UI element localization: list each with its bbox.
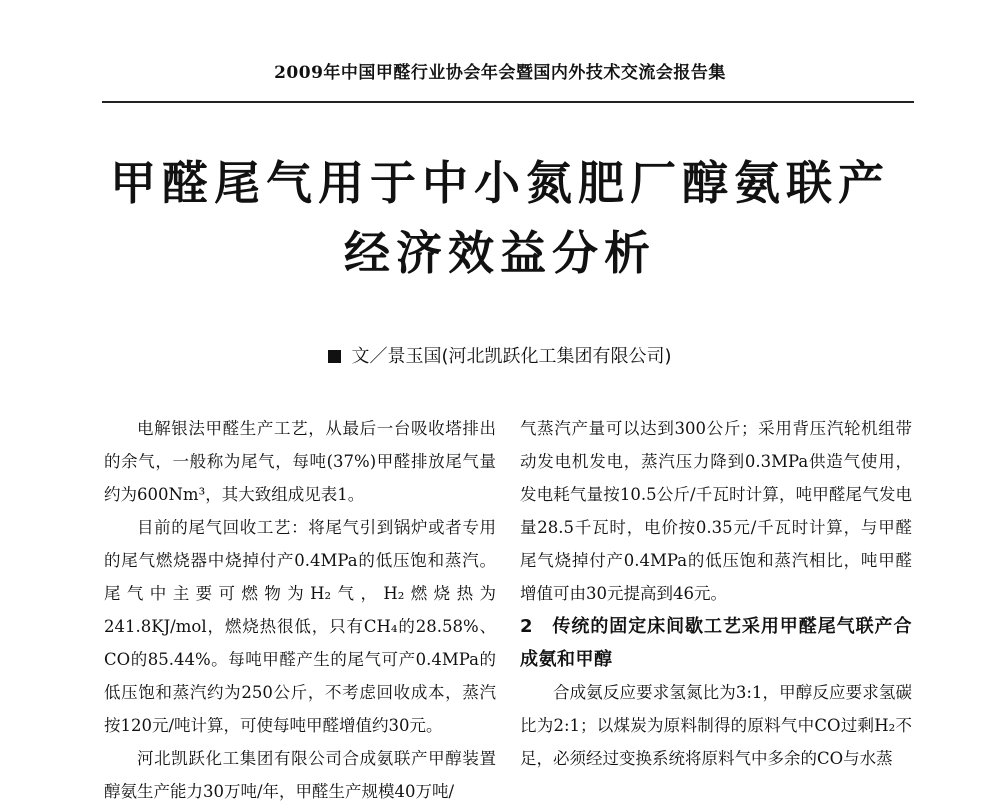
paragraph: 电解银法甲醛生产工艺，从最后一台吸收塔排出的余气，一般称为尾气，每吨(37%)甲醛排放尾气量约为600Nm³，其大致组成见表1。 xyxy=(104,419,496,504)
right-column xyxy=(520,412,912,775)
left-column xyxy=(104,412,496,808)
header-rule xyxy=(102,101,914,103)
running-header: 2009年中国甲醛行业协会年会暨国内外技术交流会报告集 xyxy=(274,63,726,83)
paragraph: 河北凯跃化工集团有限公司合成氨联产甲醇装置醇氨生产能力30万吨/年，甲醛生产规模40万吨/ xyxy=(104,749,496,801)
article-title-line2: 经济效益分析 xyxy=(344,226,656,280)
square-bullet-icon xyxy=(328,350,341,363)
paragraph: 合成氨反应要求氢氮比为3:1，甲醇反应要求氢碳比为2:1；以煤炭为原料制得的原料气中CO过剩H₂不足，必须经过变换系统将原料气中多余的CO与水蒸 xyxy=(520,683,912,768)
author-byline xyxy=(0,342,1000,368)
article-title-line1: 甲醛尾气用于中小氮肥厂醇氨联产 xyxy=(110,156,890,210)
paragraph: 气蒸汽产量可以达到300公斤；采用背压汽轮机组带动发电机发电，蒸汽压力降到0.3MPa供造气使用，发电耗气量按10.5公斤/千瓦时计算，吨甲醛尾气发电量28.5千瓦时，电价按0.35元/千瓦时计算，与甲醛尾气烧掉付产0.4MPa的低压饱和蒸汽相比，吨甲醛增值可由30元提高到46元。 xyxy=(520,419,912,603)
paragraph: 目前的尾气回收工艺：将尾气引到锅炉或者专用的尾气燃烧器中烧掉付产0.4MPa的低压饱和蒸汽。尾气中主要可燃物为H₂气，H₂燃烧热为241.8KJ/mol，燃烧热很低，只有CH₄的28.58%、CO的85.44%。每吨甲醛产生的尾气可产0.4MPa的低压饱和蒸汽约为250公斤，不考虑回收成本，蒸汽按120元/吨计算，可使每吨甲醛增值约30元。 xyxy=(104,518,496,735)
section-heading: 2 传统的固定床间歇工艺采用甲醛尾气联产合成氨和甲醇 xyxy=(520,616,912,670)
author-text: 文／景玉国(河北凯跃化工集团有限公司) xyxy=(351,346,672,367)
